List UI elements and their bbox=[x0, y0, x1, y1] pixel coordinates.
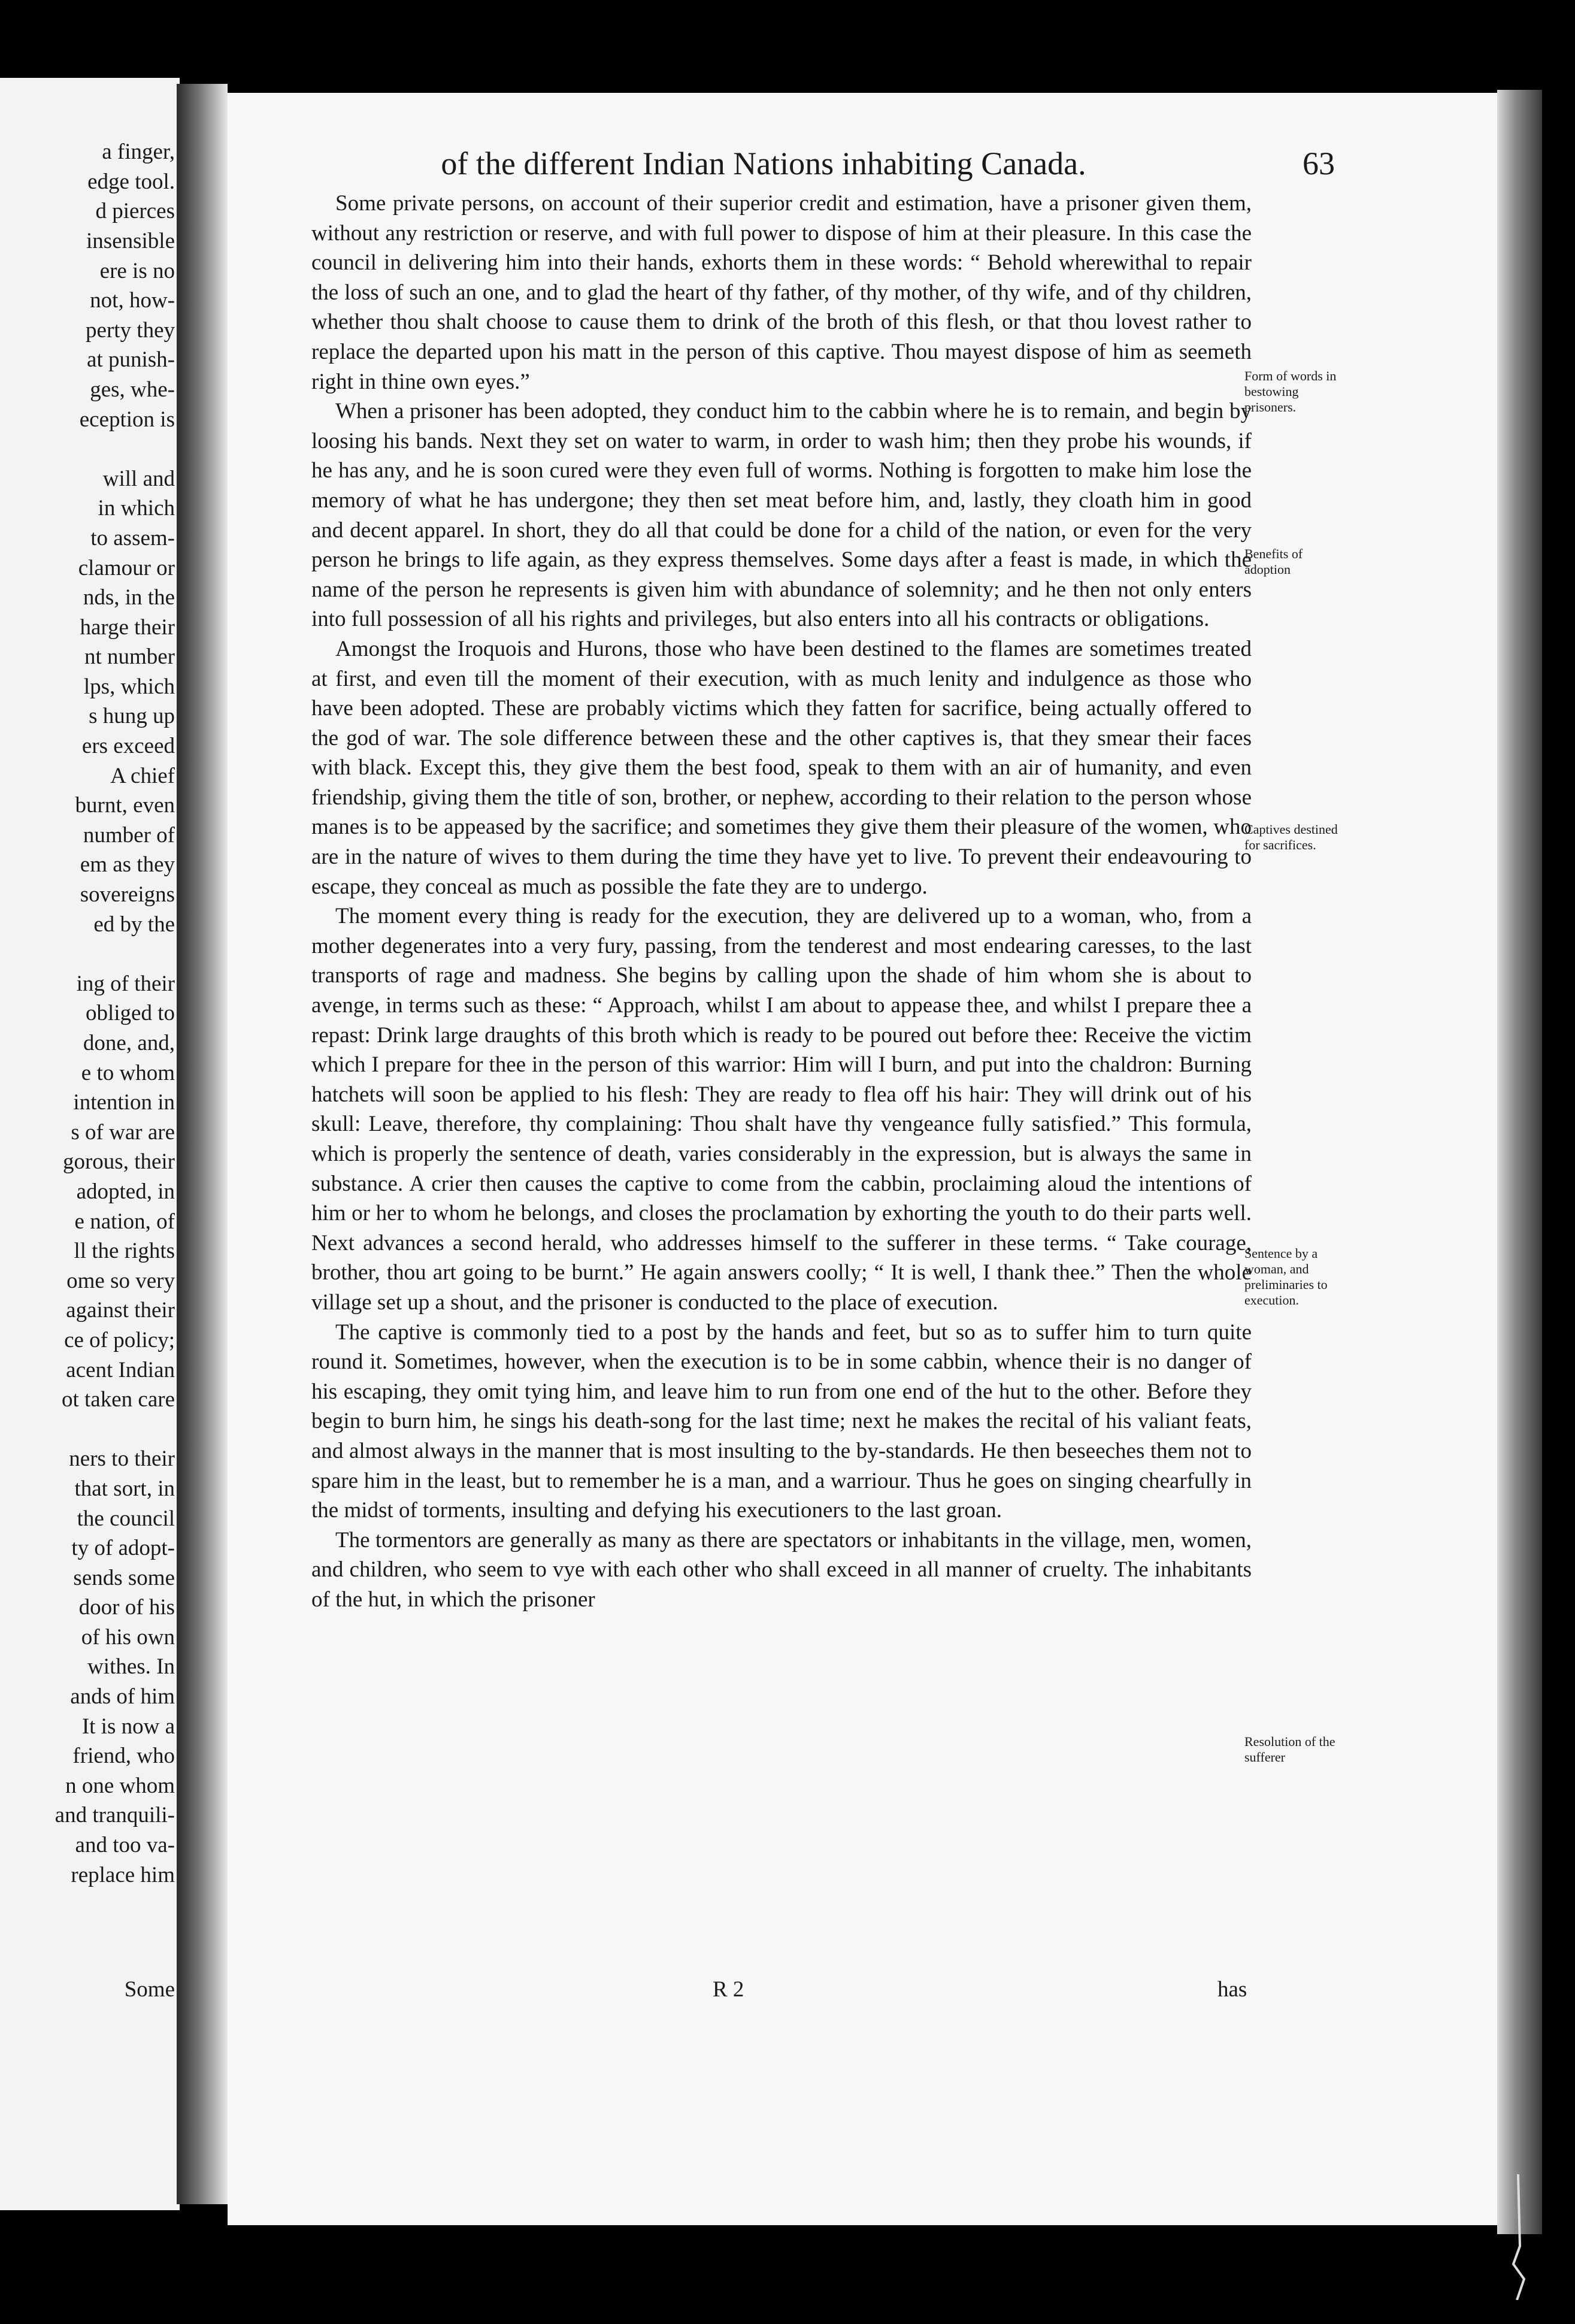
left-page-line: at punish- bbox=[87, 347, 175, 373]
paragraph: When a prisoner has been adopted, they conduct him to the cabbin where he is to remain, and begin by loosing his bands. Next they set on water to warm, in order to wash him; then they probe his wounds, if he has any, and he is soon cured were they even full of worms. Nothing is forgotten to make him lose the memory of what he has undergone; they then set meat before him, and, lastly, they cloath him in good and decent apparel. In short, they do all that could be done for a child of the nation, or even for the very person he brings to life again, as they express themselves. Some days after a feast is made, in which the name of the person he represents is given him with abundance of solemnity; and he then not only enters into full possession of all his rights and privileges, but also enters into all his contracts or obligations. bbox=[311, 399, 1252, 632]
left-page-line: sovereigns bbox=[80, 882, 175, 907]
side-note: Captives destined for sacrifices. bbox=[1244, 822, 1338, 852]
left-page-line: intention in bbox=[73, 1090, 175, 1115]
left-page-line: perty they bbox=[86, 317, 175, 343]
left-page-line: ing of their bbox=[76, 971, 175, 996]
signature-mark: R 2 bbox=[713, 1977, 744, 2002]
side-note: Benefits of adoption bbox=[1244, 546, 1303, 577]
catchword: has bbox=[1217, 1977, 1247, 2002]
left-page-line: ll the rights bbox=[74, 1239, 175, 1264]
paragraph: The captive is commonly tied to a post by the hands and feet, but so as to suffer him to turn quite round it. Sometimes, however, when the execution is to be in some cabbin, whence their is no danger of his escaping, they omit tying him, and leave him to run from one end of the hut to the other. Before they begin to burn him, he sings his death-song for the last time; next he makes the recital of his valiant feats, and almost always in the manner that is most insulting to the by-standards. He then beseeches them not to spare him in the least, but to remember he is a man, and a warriour. Thus he goes on singing chearfully in the midst of torments, insulting and defying his executioners to the last groan. bbox=[311, 1320, 1252, 1523]
left-page-line: ers exceed bbox=[81, 734, 175, 759]
left-page-line: A chief bbox=[110, 763, 175, 788]
side-note: Form of words in bestowing prisoners. bbox=[1244, 368, 1337, 414]
left-page-line: acent Indian bbox=[66, 1357, 175, 1382]
left-page-line: withes. In bbox=[87, 1654, 175, 1680]
left-page-line: adopted, in bbox=[76, 1179, 175, 1204]
left-page-line: e nation, of bbox=[74, 1209, 175, 1234]
running-head: of the different Indian Nations inhabiting Canada. bbox=[441, 146, 1086, 181]
left-page-line: ges, whe- bbox=[90, 377, 175, 402]
left-page-line: em as they bbox=[80, 852, 175, 877]
left-page-line: nt number bbox=[84, 644, 175, 670]
left-page-line: edge tool. bbox=[87, 169, 175, 194]
left-page-line: lps, which bbox=[83, 674, 175, 699]
left-page-line: s of war are bbox=[71, 1119, 175, 1145]
page-number: 63 bbox=[1303, 146, 1335, 181]
left-page-line: s hung up bbox=[89, 704, 175, 729]
side-note: Sentence by a woman, and preliminaries to execution. bbox=[1244, 1246, 1328, 1308]
left-page-line: It is now a bbox=[81, 1714, 175, 1739]
side-note: Resolution of the sufferer bbox=[1244, 1734, 1335, 1765]
left-page-line: against their bbox=[66, 1298, 175, 1323]
left-page-line: number of bbox=[83, 822, 175, 848]
left-page-line: done, and, bbox=[83, 1031, 175, 1055]
left-page-text bbox=[55, 78, 175, 1890]
page-edge-shadow bbox=[1497, 90, 1542, 2234]
left-page-line: d pierces bbox=[95, 199, 175, 224]
left-page-line: ty of adopt- bbox=[71, 1536, 175, 1561]
book-gutter-shadow bbox=[177, 84, 228, 2204]
left-page-line: not, how- bbox=[90, 288, 175, 313]
left-page-line: ce of policy; bbox=[64, 1327, 175, 1352]
left-page-line: gorous, their bbox=[62, 1149, 175, 1175]
left-page-line bbox=[55, 78, 175, 108]
left-page-line: ome so very bbox=[66, 1268, 175, 1293]
paragraph: The tormentors are generally as many as there are spectators or inhabitants in the village, men, women, and children, who seem to vye with each other who shall exceed in all manner of cruelty. The inhabitants of the hut, in which the prisoner bbox=[311, 1527, 1252, 1612]
left-page-line: in which bbox=[98, 496, 175, 521]
left-page-line bbox=[55, 939, 175, 969]
left-page-line: ners to their bbox=[69, 1447, 175, 1472]
left-page-line: ot taken care bbox=[62, 1387, 175, 1412]
left-page-line: clamour or bbox=[78, 555, 175, 580]
left-page-line: that sort, in bbox=[74, 1476, 175, 1501]
left-page-catchword: Some bbox=[124, 1977, 175, 2002]
paragraph: Amongst the Iroquois and Hurons, those who have been destined to the flames are sometimes treated at first, and even till the moment of their execution, with as much lenity and indulgence as those who have been adopted. These are probably victims which they fatten for sacrifice, being actually offered to the god of war. The sole difference between these and the other captives is, that they smear their faces with black. Except this, they give them the best food, speak to them with an air of humanity, and even friendship, giving them the title of son, brother, or nephew, according to their relation to the person whose manes is to be appeased by the sacrifice; and sometimes they give them their pleasure of the women, who are in the nature of wives to them during the time they have yet to live. To prevent their endeavouring to escape, they conceal as much as possible the fate they are to undergo. bbox=[311, 636, 1252, 899]
left-page-line bbox=[55, 1415, 175, 1445]
left-page-fragment bbox=[0, 78, 180, 2210]
left-page-line: a finger, bbox=[102, 140, 175, 165]
left-page-line: sends some bbox=[73, 1565, 175, 1590]
paragraph: Some private persons, on account of their superior credit and estimation, have a prisoner given them, without any restriction or reserve, and with full power to dispose of him at their pleasure. In this case the council in delivering him into their hands, exhorts them in these words: “ Behold wherewithal to repair the loss of such an one, and to glad the heart of thy father, of thy mother, of thy wife, and of thy children, whether thou shalt choose to cause them to drink of the broth of this flesh, or that thou lovest rather to replace the departed upon his matt in the person of this captive. Thou mayest dispose of him as seemeth right in thine own eyes.” bbox=[311, 191, 1252, 394]
left-page-line: door of his bbox=[78, 1595, 175, 1620]
left-page-line: burnt, even bbox=[75, 793, 175, 818]
left-page-line: insensible bbox=[86, 228, 175, 253]
left-page-line: harge their bbox=[80, 615, 175, 640]
left-page-line: and too va- bbox=[75, 1833, 175, 1858]
left-page-line: ed by the bbox=[93, 912, 175, 937]
left-page-line: eception is bbox=[79, 407, 175, 432]
left-page-line: nds, in the bbox=[83, 585, 175, 610]
left-page-line: e to whom bbox=[81, 1060, 175, 1085]
stray-ink-mark bbox=[1500, 2174, 1536, 2300]
left-page-line: will and bbox=[102, 466, 175, 491]
body-text bbox=[311, 189, 1252, 1615]
left-page-line: of his own bbox=[81, 1624, 175, 1650]
left-page-line: ands of him bbox=[70, 1684, 175, 1709]
left-page-line: friend, who bbox=[72, 1744, 175, 1769]
left-page-line: the council bbox=[77, 1506, 175, 1531]
left-page-line: ere is no bbox=[99, 258, 175, 283]
left-page-line bbox=[55, 434, 175, 464]
left-page-line: replace him bbox=[71, 1862, 175, 1887]
left-page-line bbox=[55, 108, 175, 138]
left-page-line: to assem- bbox=[90, 525, 175, 550]
left-page-line: obliged to bbox=[85, 1001, 175, 1026]
left-page-line: and tranquili- bbox=[54, 1803, 175, 1828]
paragraph: The moment every thing is ready for the execution, they are delivered up to a woman, who, from a mother degenerates into a very fury, passing, from the tenderest and most endearing caresses, to the last transports of rage and madness. She begins by calling upon the shade of him whom she is about to avenge, in terms such as these: “ Approach, whilst I am about to appease thee, and whilst I prepare thee a repast: Drink large draughts of this broth which is ready to be poured out before thee: Receive the victim which I prepare for thee in the person of this warrior: Him will I burn, and put into the chaldron: Burning hatchets will soon be applied to his flesh: They are ready to flea off his hair: They will drink out of his skull: Leave, therefore, thy complaining: Thou shalt have thy vengeance fully satisfied.” This formula, which is properly the sentence of death, varies considerably in the expression, but is always the same in substance. A crier then causes the captive to come from the cabbin, proclaiming aloud the intentions of him or her to whom he belongs, and closes the proclamation by exhorting the youth to do their parts well. Next advances a second herald, who addresses himself to the sufferer in these terms. “ Take courage, brother, thou art going to be burnt.” He again answers coolly; “ It is well, I thank thee.” Then the whole village set up a shout, and the prisoner is conducted to the place of execution. bbox=[311, 904, 1252, 1315]
left-page-line: n one whom bbox=[65, 1773, 175, 1798]
